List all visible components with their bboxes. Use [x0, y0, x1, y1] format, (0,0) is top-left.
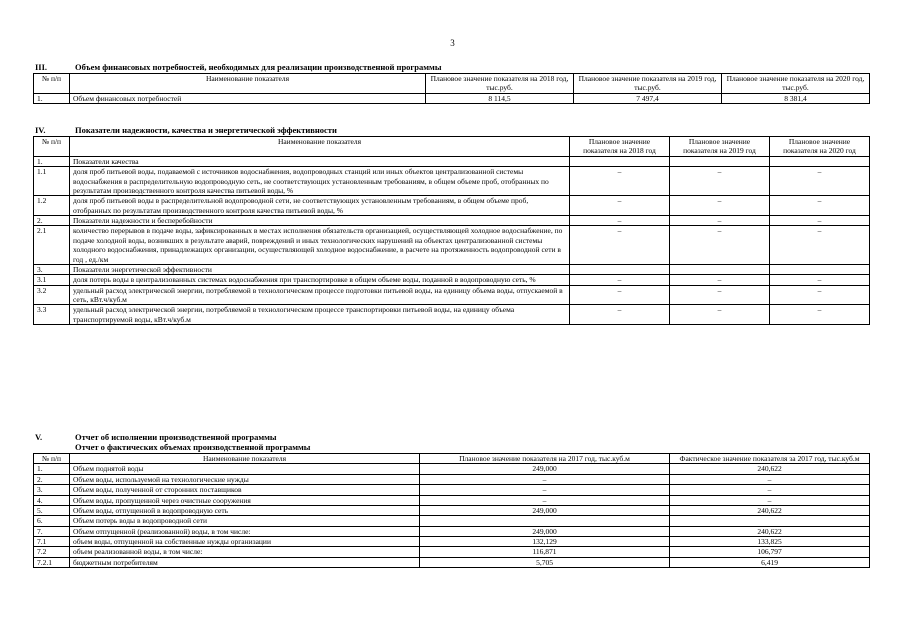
value-cell	[420, 516, 670, 526]
table-row	[34, 557, 870, 567]
row-number-cell: 3.3	[34, 305, 70, 325]
column-header: № п/п	[34, 454, 70, 464]
value-cell: 106,797	[670, 547, 870, 557]
value-cell	[670, 516, 870, 526]
column-header: Плановое значение показателя на 2018 год	[570, 137, 670, 157]
indicator-name-cell: Объем воды, пропущенной через очистные сооружения	[70, 495, 420, 505]
column-header: Наименование показателя	[70, 454, 420, 464]
value-cell: 133,825	[670, 537, 870, 547]
table-row	[34, 264, 870, 274]
value-cell: 8 381,4	[722, 93, 870, 103]
table-row	[34, 156, 870, 166]
indicator-name-cell: количество перерывов в подаче воды, зафиксированных в местах исполнения обязательств организацией, осуществляющей холодное водоснабжение, по подаче холодной воды, возникших в результате аварий, повреждений и иных технологических нарушений на объектах централизованной системы холодного водоснабжения, принадлежащих организации, осуществляющей холодное водоснабжение, в расчете на протяженность водопроводной сети в год , ед./км	[70, 226, 570, 265]
reliability-indicators-table	[33, 136, 870, 325]
section-5-title: Отчет об исполнении производственной программы	[75, 432, 277, 442]
table-row	[34, 495, 870, 505]
value-cell: 6,419	[670, 557, 870, 567]
indicator-name-cell: Объем воды, используемой на технологические нужды	[70, 474, 420, 484]
value-cell	[770, 264, 870, 274]
table-row	[34, 526, 870, 536]
indicator-name-cell: удельный расход электрической энергии, потребляемой в технологическом процессе транспортировки питьевой воды, на единицу объема транспортируемой воды, кВт.ч/куб.м	[70, 305, 570, 325]
value-cell: –	[670, 167, 770, 196]
row-number-cell: 2.	[34, 216, 70, 226]
value-cell: –	[570, 196, 670, 216]
value-cell: –	[670, 474, 870, 484]
value-cell: 240,622	[670, 526, 870, 536]
value-cell: –	[770, 196, 870, 216]
column-header: Наименование показателя	[70, 137, 570, 157]
table-row	[34, 216, 870, 226]
value-cell: –	[670, 226, 770, 265]
section-4-title: Показатели надежности, качества и энергетической эффективности	[75, 125, 337, 135]
indicator-name-cell: Объем финансовых потребностей	[70, 93, 426, 103]
value-cell: –	[570, 285, 670, 305]
row-number-cell: 5.	[34, 505, 70, 515]
column-header: № п/п	[34, 137, 70, 157]
section-5-subtitle: Отчет о фактических объемах производственной программы	[75, 442, 311, 452]
column-header: Фактическое значение показателя за 2017 год, тыс.куб.м	[670, 454, 870, 464]
indicator-name-cell: бюджетным потребителям	[70, 557, 420, 567]
row-number-cell: 1.1	[34, 167, 70, 196]
value-cell: –	[570, 226, 670, 265]
value-cell: –	[670, 285, 770, 305]
production-report-table	[33, 453, 870, 568]
financial-needs-table	[33, 73, 870, 104]
value-cell: –	[570, 305, 670, 325]
section-3-heading	[35, 62, 441, 72]
value-cell: 249,000	[420, 505, 670, 515]
section-3-number: III.	[35, 62, 48, 72]
value-cell: 132,129	[420, 537, 670, 547]
column-header: Плановое значение показателя на 2020 год, тыс.руб.	[722, 74, 870, 94]
value-cell: –	[570, 167, 670, 196]
value-cell: –	[770, 167, 870, 196]
indicator-name-cell: доля проб питьевой воды, подаваемой с источников водоснабжения, водопроводных станций или иных объектов централизованной системы водоснабжения в распределительную водопроводную сеть, не соответствующих установленным требованиям, в общем объеме проб, отобранных по результатам производственного контроля качества питьевой воды, %	[70, 167, 570, 196]
table-row	[34, 464, 870, 474]
table-row	[34, 537, 870, 547]
indicator-name-cell: Объем потерь воды в водопроводной сети	[70, 516, 420, 526]
value-cell: –	[770, 275, 870, 285]
table-row	[34, 485, 870, 495]
indicator-name-cell: Объем поднятой воды	[70, 464, 420, 474]
row-number-cell: 3.1	[34, 275, 70, 285]
indicator-name-cell: Показатели качества	[70, 156, 570, 166]
table-row	[34, 305, 870, 325]
table-row	[34, 516, 870, 526]
value-cell: –	[670, 216, 770, 226]
value-cell	[770, 156, 870, 166]
value-cell: –	[770, 216, 870, 226]
row-number-cell: 7.1	[34, 537, 70, 547]
row-number-cell: 7.	[34, 526, 70, 536]
value-cell	[570, 264, 670, 274]
row-number-cell: 2.	[34, 474, 70, 484]
indicator-name-cell: Показатели энергетической эффективности	[70, 264, 570, 274]
section-5-number: V.	[35, 432, 43, 442]
indicator-name-cell: доля потерь воды в централизованных системах водоснабжения при транспортировке в общем объеме воды, поданной в водопроводную сеть, %	[70, 275, 570, 285]
section-5-heading	[35, 432, 277, 442]
value-cell: 240,622	[670, 464, 870, 474]
table-header-row	[34, 137, 870, 157]
indicator-name-cell: объем воды, отпущенной на собственные нужды организации	[70, 537, 420, 547]
value-cell: 249,000	[420, 526, 670, 536]
column-header: Плановое значение показателя на 2019 год, тыс.руб.	[574, 74, 722, 94]
value-cell: –	[770, 285, 870, 305]
section-4-number: IV.	[35, 125, 46, 135]
table-row	[34, 93, 870, 103]
table-row	[34, 474, 870, 484]
indicator-name-cell: Объем отпущенной (реализованной) воды, в том числе:	[70, 526, 420, 536]
table-row	[34, 547, 870, 557]
indicator-name-cell: удельный расход электрической энергии, потребляемой в технологическом процессе подготовки питьевой воды, на единицу объема воды, отпускаемой в сеть, кВт.ч/куб.м	[70, 285, 570, 305]
value-cell: 116,871	[420, 547, 670, 557]
row-number-cell: 3.	[34, 485, 70, 495]
table-row	[34, 285, 870, 305]
value-cell: –	[420, 495, 670, 505]
table-row	[34, 505, 870, 515]
column-header: № п/п	[34, 74, 70, 94]
value-cell	[670, 264, 770, 274]
row-number-cell: 2.1	[34, 226, 70, 265]
value-cell: –	[570, 275, 670, 285]
column-header: Плановое значение показателя на 2019 год	[670, 137, 770, 157]
page-number: 3	[450, 38, 455, 48]
row-number-cell: 6.	[34, 516, 70, 526]
row-number-cell: 3.2	[34, 285, 70, 305]
section-4-heading	[35, 125, 337, 135]
row-number-cell: 7.2.1	[34, 557, 70, 567]
value-cell: –	[570, 216, 670, 226]
value-cell: –	[670, 305, 770, 325]
column-header: Плановое значение показателя на 2017 год, тыс.куб.м	[420, 454, 670, 464]
value-cell: –	[420, 474, 670, 484]
value-cell: 5,705	[420, 557, 670, 567]
row-number-cell: 3.	[34, 264, 70, 274]
table-row	[34, 167, 870, 196]
row-number-cell: 1.	[34, 156, 70, 166]
table-row	[34, 226, 870, 265]
indicator-name-cell: Объем воды, отпущенной в водопроводную сеть	[70, 505, 420, 515]
column-header: Плановое значение показателя на 2018 год, тыс.руб.	[426, 74, 574, 94]
value-cell: –	[770, 305, 870, 325]
column-header: Наименование показателя	[70, 74, 426, 94]
value-cell: 8 114,5	[426, 93, 574, 103]
value-cell: 7 497,4	[574, 93, 722, 103]
section-3-title: Объем финансовых потребностей, необходимых для реализации производственной программы	[75, 62, 442, 72]
row-number-cell: 1.2	[34, 196, 70, 216]
value-cell: –	[670, 495, 870, 505]
row-number-cell: 4.	[34, 495, 70, 505]
value-cell: 249,000	[420, 464, 670, 474]
value-cell: 240,622	[670, 505, 870, 515]
indicator-name-cell: объем реализованной воды, в том числе:	[70, 547, 420, 557]
row-number-cell: 1.	[34, 93, 70, 103]
value-cell	[670, 156, 770, 166]
table-row	[34, 196, 870, 216]
value-cell: –	[670, 275, 770, 285]
table-header-row	[34, 74, 870, 94]
table-row	[34, 275, 870, 285]
value-cell: –	[420, 485, 670, 495]
indicator-name-cell: Показатели надежности и бесперебойности	[70, 216, 570, 226]
row-number-cell: 7.2	[34, 547, 70, 557]
row-number-cell: 1.	[34, 464, 70, 474]
column-header: Плановое значение показателя на 2020 год	[770, 137, 870, 157]
value-cell: –	[670, 485, 870, 495]
table-header-row	[34, 454, 870, 464]
indicator-name-cell: Объем воды, полученной от сторонних поставщиков	[70, 485, 420, 495]
value-cell: –	[670, 196, 770, 216]
value-cell	[570, 156, 670, 166]
indicator-name-cell: доля проб питьевой воды в распределительной водопроводной сети, не соответствующих установленным требованиям, в общем объеме проб, отобранных по результатам производственного контроля качества питьевой воды, %	[70, 196, 570, 216]
value-cell: –	[770, 226, 870, 265]
